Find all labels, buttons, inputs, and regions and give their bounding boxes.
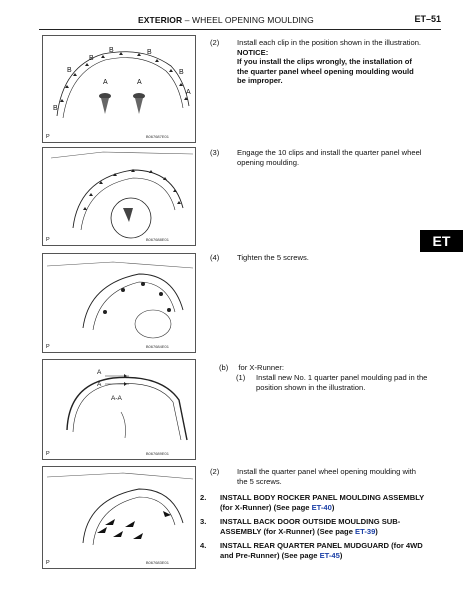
install-close: ) <box>375 526 378 536</box>
figure-id: B067684E01 <box>145 344 169 349</box>
header-subject: WHEEL OPENING MOULDING <box>192 15 314 25</box>
pad-position-illustration <box>43 360 195 459</box>
detail-circle <box>111 198 151 238</box>
header-section: EXTERIOR <box>138 15 183 25</box>
callout-a-3: A <box>186 89 191 96</box>
step-text: Install the quarter panel wheel opening moulding with the 5 screws. <box>237 467 416 486</box>
substep-xrunner <box>219 363 284 372</box>
install-text: INSTALL BODY ROCKER PANEL MOULDING ASSEMBLY (for X-Runner) (See page <box>220 493 425 512</box>
notice-text: If you install the clips wrongly, the installation of the quarter panel wheel opening moulding would be improper. <box>237 57 414 86</box>
page-header-title <box>138 15 314 25</box>
clip-positions-illustration <box>43 36 195 142</box>
install-number: 4. <box>200 541 207 550</box>
figure-tighten-screws <box>42 253 196 353</box>
page-link-et39[interactable]: ET-39 <box>355 526 376 536</box>
screw-icon <box>103 282 171 314</box>
install-text: INSTALL REAR QUARTER PANEL MUDGUARD (for 4WD and Pre-Runner) (See page <box>220 541 423 560</box>
figure-clip-positions <box>42 35 196 143</box>
section-tab: ET <box>420 230 463 252</box>
page-number: ET–51 <box>414 14 441 24</box>
engage-clips-illustration <box>43 148 195 245</box>
callout-a-top: A <box>97 369 102 376</box>
install-with-screws-illustration <box>43 467 195 568</box>
install-close: ) <box>331 502 335 512</box>
callout-a-bottom: A <box>97 381 102 388</box>
callout-b-3: B <box>89 55 94 62</box>
figure-id: B067688E01 <box>145 237 169 242</box>
figure-install-with-screws <box>42 466 196 569</box>
install-number: 3. <box>200 517 207 526</box>
callout-a-2: A <box>137 79 142 86</box>
step-text: Install each clip in the position shown in the illustration. <box>237 38 422 47</box>
notice-label: NOTICE: <box>237 47 269 57</box>
step-text: Install new No. 1 quarter panel moulding pad in the position shown in the illustration. <box>256 373 428 392</box>
install-text: INSTALL BACK DOOR OUTSIDE MOULDING SUB-ASSEMBLY (for X-Runner) (See page <box>220 517 401 536</box>
install-number: 2. <box>200 493 207 502</box>
callout-b-1: B <box>53 105 58 112</box>
clip-type-b-icon <box>133 93 145 114</box>
step-number: (3) <box>210 148 220 157</box>
step-number: (2) <box>210 467 220 476</box>
page-link-et40[interactable]: ET-40 <box>311 502 332 512</box>
page-link-et45[interactable]: ET-45 <box>319 550 340 560</box>
substep-number: (b) <box>219 363 229 372</box>
substep-text: for X-Runner: <box>238 363 284 372</box>
install-item-mudguard <box>200 541 428 563</box>
step-install-clips <box>210 38 422 108</box>
step-tighten-screws <box>210 253 422 265</box>
clip-type-a-icon <box>99 93 111 114</box>
screw-arrow-icon <box>97 511 171 539</box>
header-separator: – <box>184 15 190 25</box>
figure-pad-position <box>42 359 196 460</box>
install-item-back-door-moulding <box>200 517 428 539</box>
step-engage-clips <box>210 148 422 170</box>
step-number: (4) <box>210 253 220 262</box>
figure-p-label: P <box>46 451 50 457</box>
tighten-screws-illustration <box>43 254 195 352</box>
step-number: (2) <box>210 38 220 47</box>
figure-p-label: P <box>46 237 50 243</box>
install-close: ) <box>339 550 343 560</box>
step-text: Tighten the 5 screws. <box>237 253 309 262</box>
step-text: Engage the 10 clips and install the quarter panel wheel opening moulding. <box>237 148 422 167</box>
figure-id: B067683E01 <box>145 560 169 565</box>
figure-engage-clips <box>42 147 196 246</box>
callout-b-4: B <box>109 47 114 54</box>
step-install-moulding <box>210 467 422 489</box>
callout-b-2: B <box>67 67 72 74</box>
callout-section-aa: A-A <box>111 395 122 402</box>
install-item-rocker-moulding <box>200 493 428 515</box>
figure-p-label: P <box>46 560 50 566</box>
figure-p-label: P <box>46 344 50 350</box>
figure-p-label: P <box>46 134 50 140</box>
figure-id: B067687E01 <box>145 134 169 139</box>
header-divider <box>39 29 441 30</box>
callout-b-6: B <box>179 69 184 76</box>
step-number: (1) <box>236 373 246 382</box>
callout-a-1: A <box>103 79 108 86</box>
figure-id: B067689E01 <box>145 451 169 456</box>
callout-b-5: B <box>147 49 152 56</box>
